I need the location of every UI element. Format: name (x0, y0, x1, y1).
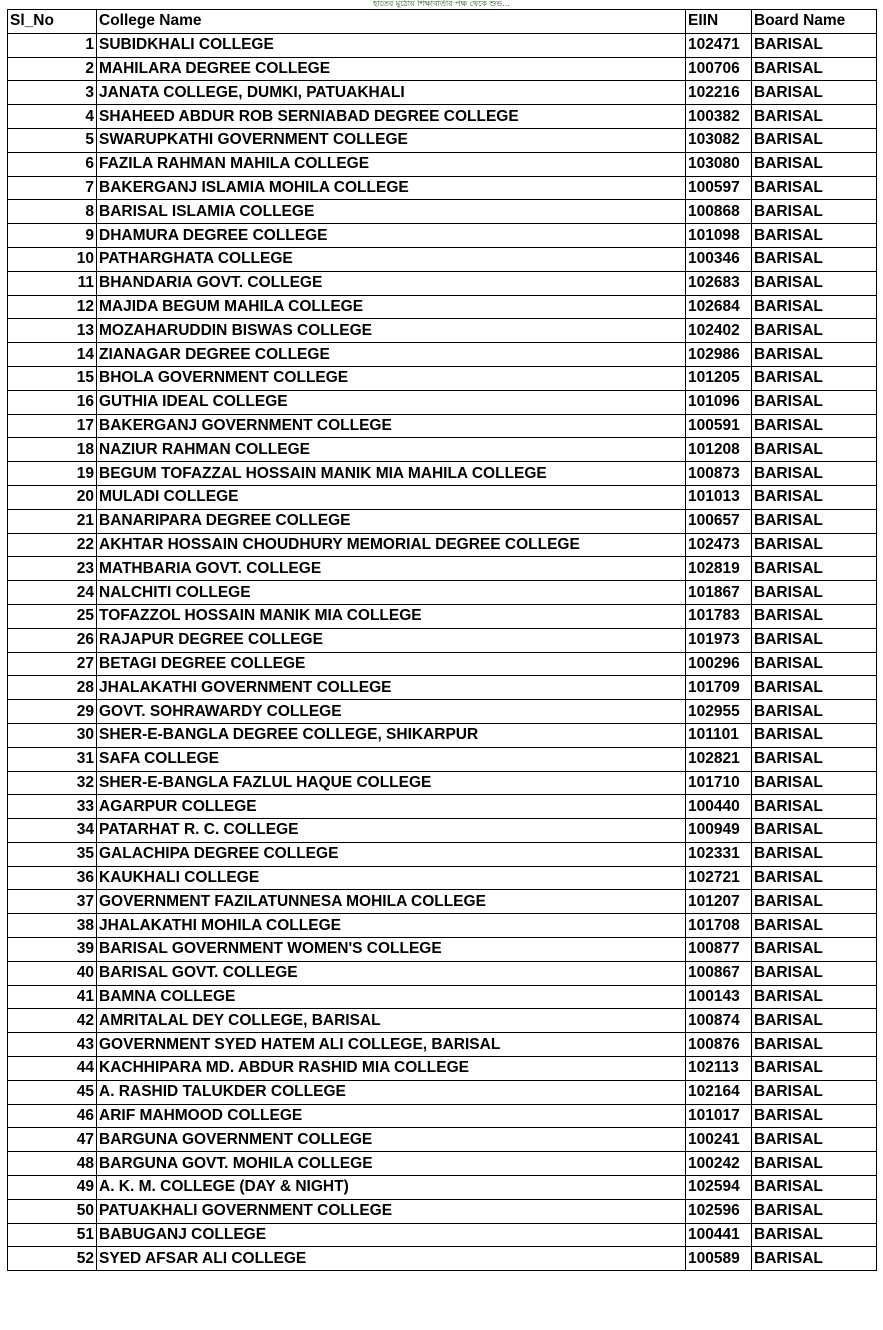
header-sl-no: Sl_No (8, 10, 97, 34)
cell-eiin: 102821 (686, 747, 752, 771)
cell-college-name: MOZAHARUDDIN BISWAS COLLEGE (97, 319, 686, 343)
cell-board-name: BARISAL (752, 1176, 877, 1200)
table-body (8, 33, 877, 1270)
cell-college-name: BAKERGANJ ISLAMIA MOHILA COLLEGE (97, 176, 686, 200)
cell-eiin: 100706 (686, 57, 752, 81)
cell-board-name: BARISAL (752, 771, 877, 795)
cell-sl-no: 37 (8, 890, 97, 914)
cell-eiin: 102596 (686, 1199, 752, 1223)
table-row (8, 1176, 877, 1200)
cell-college-name: BETAGI DEGREE COLLEGE (97, 652, 686, 676)
cell-board-name: BARISAL (752, 652, 877, 676)
cell-sl-no: 16 (8, 390, 97, 414)
table-row (8, 390, 877, 414)
table-row (8, 628, 877, 652)
cell-eiin: 102683 (686, 271, 752, 295)
table-row (8, 1152, 877, 1176)
table-row (8, 581, 877, 605)
cell-sl-no: 14 (8, 343, 97, 367)
cell-board-name: BARISAL (752, 1199, 877, 1223)
cell-eiin: 100873 (686, 462, 752, 486)
cell-college-name: GOVERNMENT SYED HATEM ALI COLLEGE, BARISAL (97, 1033, 686, 1057)
cell-eiin: 100440 (686, 795, 752, 819)
table-row (8, 319, 877, 343)
table-row (8, 819, 877, 843)
cell-eiin: 102684 (686, 295, 752, 319)
cell-eiin: 101207 (686, 890, 752, 914)
cell-college-name: JHALAKATHI MOHILA COLLEGE (97, 914, 686, 938)
cell-eiin: 101783 (686, 604, 752, 628)
cell-eiin: 100591 (686, 414, 752, 438)
cell-college-name: BARISAL ISLAMIA COLLEGE (97, 200, 686, 224)
cell-sl-no: 3 (8, 81, 97, 105)
cell-board-name: BARISAL (752, 414, 877, 438)
cell-board-name: BARISAL (752, 1009, 877, 1033)
cell-college-name: KACHHIPARA MD. ABDUR RASHID MIA COLLEGE (97, 1057, 686, 1081)
cell-sl-no: 1 (8, 33, 97, 57)
cell-sl-no: 46 (8, 1104, 97, 1128)
cell-sl-no: 29 (8, 700, 97, 724)
cell-eiin: 101973 (686, 628, 752, 652)
table-row (8, 771, 877, 795)
cell-college-name: RAJAPUR DEGREE COLLEGE (97, 628, 686, 652)
cell-sl-no: 51 (8, 1223, 97, 1247)
table-row (8, 343, 877, 367)
table-row (8, 604, 877, 628)
cell-college-name: BHANDARIA GOVT. COLLEGE (97, 271, 686, 295)
cell-board-name: BARISAL (752, 343, 877, 367)
cell-board-name: BARISAL (752, 33, 877, 57)
cell-board-name: BARISAL (752, 1057, 877, 1081)
table-row (8, 747, 877, 771)
cell-sl-no: 21 (8, 509, 97, 533)
cell-board-name: BARISAL (752, 271, 877, 295)
cell-eiin: 100241 (686, 1128, 752, 1152)
cell-board-name: BARISAL (752, 533, 877, 557)
cell-sl-no: 34 (8, 819, 97, 843)
cell-eiin: 101101 (686, 723, 752, 747)
cell-sl-no: 45 (8, 1080, 97, 1104)
cell-college-name: NALCHITI COLLEGE (97, 581, 686, 605)
cell-board-name: BARISAL (752, 842, 877, 866)
cell-college-name: SHER-E-BANGLA FAZLUL HAQUE COLLEGE (97, 771, 686, 795)
cell-college-name: ARIF MAHMOOD COLLEGE (97, 1104, 686, 1128)
cell-college-name: SYED AFSAR ALI COLLEGE (97, 1247, 686, 1271)
cell-eiin: 102986 (686, 343, 752, 367)
header-row (8, 10, 877, 34)
cell-eiin: 101208 (686, 438, 752, 462)
cell-sl-no: 28 (8, 676, 97, 700)
table-row (8, 1009, 877, 1033)
cell-college-name: MAHILARA DEGREE COLLEGE (97, 57, 686, 81)
cell-eiin: 101710 (686, 771, 752, 795)
cell-sl-no: 22 (8, 533, 97, 557)
cell-college-name: BARISAL GOVERNMENT WOMEN'S COLLEGE (97, 938, 686, 962)
cell-board-name: BARISAL (752, 81, 877, 105)
table-row (8, 842, 877, 866)
cell-board-name: BARISAL (752, 200, 877, 224)
table-row (8, 1199, 877, 1223)
cell-college-name: KAUKHALI COLLEGE (97, 866, 686, 890)
cell-college-name: AMRITALAL DEY COLLEGE, BARISAL (97, 1009, 686, 1033)
cell-sl-no: 43 (8, 1033, 97, 1057)
cell-sl-no: 49 (8, 1176, 97, 1200)
table-row (8, 1128, 877, 1152)
cell-college-name: BEGUM TOFAZZAL HOSSAIN MANIK MIA MAHILA COLLEGE (97, 462, 686, 486)
cell-eiin: 101013 (686, 485, 752, 509)
cell-board-name: BARISAL (752, 676, 877, 700)
table-row (8, 866, 877, 890)
table-row (8, 224, 877, 248)
cell-college-name: AGARPUR COLLEGE (97, 795, 686, 819)
cell-college-name: BAMNA COLLEGE (97, 985, 686, 1009)
cell-eiin: 100296 (686, 652, 752, 676)
cell-sl-no: 35 (8, 842, 97, 866)
cell-college-name: SHAHEED ABDUR ROB SERNIABAD DEGREE COLLEGE (97, 105, 686, 129)
cell-sl-no: 36 (8, 866, 97, 890)
cell-sl-no: 39 (8, 938, 97, 962)
cell-college-name: BARGUNA GOVERNMENT COLLEGE (97, 1128, 686, 1152)
cell-board-name: BARISAL (752, 509, 877, 533)
cell-eiin: 101098 (686, 224, 752, 248)
cell-board-name: BARISAL (752, 57, 877, 81)
table-row (8, 414, 877, 438)
cell-sl-no: 7 (8, 176, 97, 200)
table-row (8, 890, 877, 914)
cell-college-name: GUTHIA IDEAL COLLEGE (97, 390, 686, 414)
cell-college-name: BAKERGANJ GOVERNMENT COLLEGE (97, 414, 686, 438)
cell-eiin: 100441 (686, 1223, 752, 1247)
cell-eiin: 101096 (686, 390, 752, 414)
table-row (8, 247, 877, 271)
cell-sl-no: 20 (8, 485, 97, 509)
cell-college-name: PATUAKHALI GOVERNMENT COLLEGE (97, 1199, 686, 1223)
cell-college-name: GOVT. SOHRAWARDY COLLEGE (97, 700, 686, 724)
cell-sl-no: 42 (8, 1009, 97, 1033)
cell-eiin: 102473 (686, 533, 752, 557)
cell-sl-no: 27 (8, 652, 97, 676)
table-row (8, 676, 877, 700)
cell-board-name: BARISAL (752, 890, 877, 914)
cell-sl-no: 25 (8, 604, 97, 628)
cell-college-name: TOFAZZOL HOSSAIN MANIK MIA COLLEGE (97, 604, 686, 628)
cell-sl-no: 32 (8, 771, 97, 795)
cell-sl-no: 17 (8, 414, 97, 438)
cell-board-name: BARISAL (752, 866, 877, 890)
cell-sl-no: 47 (8, 1128, 97, 1152)
cell-eiin: 100868 (686, 200, 752, 224)
cell-board-name: BARISAL (752, 1104, 877, 1128)
table-row (8, 652, 877, 676)
cell-college-name: FAZILA RAHMAN MAHILA COLLEGE (97, 152, 686, 176)
cell-eiin: 102331 (686, 842, 752, 866)
cell-sl-no: 50 (8, 1199, 97, 1223)
table-row (8, 1223, 877, 1247)
cell-sl-no: 11 (8, 271, 97, 295)
cell-college-name: MATHBARIA GOVT. COLLEGE (97, 557, 686, 581)
cell-college-name: ZIANAGAR DEGREE COLLEGE (97, 343, 686, 367)
cell-sl-no: 12 (8, 295, 97, 319)
table-row (8, 533, 877, 557)
table-row (8, 723, 877, 747)
cell-board-name: BARISAL (752, 961, 877, 985)
cell-board-name: BARISAL (752, 366, 877, 390)
cell-board-name: BARISAL (752, 128, 877, 152)
cell-college-name: SUBIDKHALI COLLEGE (97, 33, 686, 57)
cell-board-name: BARISAL (752, 295, 877, 319)
cell-board-name: BARISAL (752, 723, 877, 747)
cell-college-name: JHALAKATHI GOVERNMENT COLLEGE (97, 676, 686, 700)
cell-board-name: BARISAL (752, 247, 877, 271)
cell-eiin: 102594 (686, 1176, 752, 1200)
cell-board-name: BARISAL (752, 1223, 877, 1247)
cell-eiin: 102164 (686, 1080, 752, 1104)
cell-sl-no: 24 (8, 581, 97, 605)
cell-college-name: JANATA COLLEGE, DUMKI, PATUAKHALI (97, 81, 686, 105)
cell-sl-no: 6 (8, 152, 97, 176)
table-row (8, 57, 877, 81)
cell-eiin: 100242 (686, 1152, 752, 1176)
cell-sl-no: 5 (8, 128, 97, 152)
cell-eiin: 100867 (686, 961, 752, 985)
cell-eiin: 100657 (686, 509, 752, 533)
cell-board-name: BARISAL (752, 914, 877, 938)
cell-sl-no: 33 (8, 795, 97, 819)
cell-board-name: BARISAL (752, 105, 877, 129)
cell-board-name: BARISAL (752, 985, 877, 1009)
cell-sl-no: 13 (8, 319, 97, 343)
cell-eiin: 102819 (686, 557, 752, 581)
cell-college-name: AKHTAR HOSSAIN CHOUDHURY MEMORIAL DEGREE COLLEGE (97, 533, 686, 557)
cell-board-name: BARISAL (752, 1247, 877, 1271)
cell-board-name: BARISAL (752, 390, 877, 414)
cell-board-name: BARISAL (752, 700, 877, 724)
cell-college-name: BABUGANJ COLLEGE (97, 1223, 686, 1247)
table-row (8, 700, 877, 724)
table-row (8, 128, 877, 152)
cell-sl-no: 9 (8, 224, 97, 248)
cell-board-name: BARISAL (752, 1033, 877, 1057)
cell-eiin: 101867 (686, 581, 752, 605)
table-row (8, 152, 877, 176)
cell-sl-no: 41 (8, 985, 97, 1009)
cell-sl-no: 19 (8, 462, 97, 486)
cell-sl-no: 10 (8, 247, 97, 271)
cell-college-name: BARISAL GOVT. COLLEGE (97, 961, 686, 985)
cell-college-name: A. RASHID TALUKDER COLLEGE (97, 1080, 686, 1104)
table-row (8, 438, 877, 462)
cell-eiin: 101017 (686, 1104, 752, 1128)
cell-board-name: BARISAL (752, 1080, 877, 1104)
cell-sl-no: 15 (8, 366, 97, 390)
table-row (8, 105, 877, 129)
cell-college-name: A. K. M. COLLEGE (DAY & NIGHT) (97, 1176, 686, 1200)
college-table (7, 9, 877, 1271)
cell-eiin: 100589 (686, 1247, 752, 1271)
table-row (8, 462, 877, 486)
cell-eiin: 103082 (686, 128, 752, 152)
cell-college-name: MAJIDA BEGUM MAHILA COLLEGE (97, 295, 686, 319)
cell-sl-no: 30 (8, 723, 97, 747)
cell-board-name: BARISAL (752, 319, 877, 343)
table-row (8, 795, 877, 819)
table-row (8, 176, 877, 200)
table-row (8, 985, 877, 1009)
table-row (8, 81, 877, 105)
cell-college-name: GALACHIPA DEGREE COLLEGE (97, 842, 686, 866)
table-row (8, 295, 877, 319)
table-row (8, 1104, 877, 1128)
cell-eiin: 101205 (686, 366, 752, 390)
cell-board-name: BARISAL (752, 1128, 877, 1152)
cell-board-name: BARISAL (752, 176, 877, 200)
cell-eiin: 102402 (686, 319, 752, 343)
table-row (8, 557, 877, 581)
cell-sl-no: 18 (8, 438, 97, 462)
cell-college-name: SAFA COLLEGE (97, 747, 686, 771)
table-row (8, 1080, 877, 1104)
cell-sl-no: 38 (8, 914, 97, 938)
cell-eiin: 100143 (686, 985, 752, 1009)
cell-board-name: BARISAL (752, 438, 877, 462)
table-row (8, 914, 877, 938)
cell-eiin: 100382 (686, 105, 752, 129)
table-row (8, 33, 877, 57)
table-row (8, 961, 877, 985)
cell-eiin: 102721 (686, 866, 752, 890)
watermark-banner: হাতের মুঠোয় শিক্ষাবার্তার পক্ষ থেকে শুভ... (373, 0, 510, 8)
cell-sl-no: 44 (8, 1057, 97, 1081)
cell-sl-no: 8 (8, 200, 97, 224)
cell-board-name: BARISAL (752, 557, 877, 581)
cell-board-name: BARISAL (752, 628, 877, 652)
cell-board-name: BARISAL (752, 747, 877, 771)
table-row (8, 485, 877, 509)
cell-sl-no: 52 (8, 1247, 97, 1271)
table-row (8, 1057, 877, 1081)
cell-eiin: 100877 (686, 938, 752, 962)
cell-board-name: BARISAL (752, 938, 877, 962)
cell-college-name: DHAMURA DEGREE COLLEGE (97, 224, 686, 248)
table-row (8, 1247, 877, 1271)
cell-eiin: 101708 (686, 914, 752, 938)
cell-board-name: BARISAL (752, 604, 877, 628)
cell-college-name: SHER-E-BANGLA DEGREE COLLEGE, SHIKARPUR (97, 723, 686, 747)
table-row (8, 509, 877, 533)
table-row (8, 200, 877, 224)
cell-college-name: GOVERNMENT FAZILATUNNESA MOHILA COLLEGE (97, 890, 686, 914)
cell-board-name: BARISAL (752, 795, 877, 819)
cell-eiin: 102216 (686, 81, 752, 105)
cell-college-name: PATHARGHATA COLLEGE (97, 247, 686, 271)
cell-board-name: BARISAL (752, 224, 877, 248)
cell-sl-no: 26 (8, 628, 97, 652)
cell-eiin: 102955 (686, 700, 752, 724)
cell-board-name: BARISAL (752, 819, 877, 843)
cell-sl-no: 23 (8, 557, 97, 581)
cell-sl-no: 4 (8, 105, 97, 129)
cell-eiin: 101709 (686, 676, 752, 700)
cell-eiin: 100874 (686, 1009, 752, 1033)
cell-college-name: BARGUNA GOVT. MOHILA COLLEGE (97, 1152, 686, 1176)
cell-sl-no: 2 (8, 57, 97, 81)
table-row (8, 271, 877, 295)
cell-sl-no: 48 (8, 1152, 97, 1176)
cell-board-name: BARISAL (752, 462, 877, 486)
cell-board-name: BARISAL (752, 581, 877, 605)
cell-college-name: SWARUPKATHI GOVERNMENT COLLEGE (97, 128, 686, 152)
cell-eiin: 102113 (686, 1057, 752, 1081)
cell-college-name: NAZIUR RAHMAN COLLEGE (97, 438, 686, 462)
cell-board-name: BARISAL (752, 152, 877, 176)
header-board-name: Board Name (752, 10, 877, 34)
cell-sl-no: 31 (8, 747, 97, 771)
cell-sl-no: 40 (8, 961, 97, 985)
header-college-name: College Name (97, 10, 686, 34)
cell-eiin: 102471 (686, 33, 752, 57)
cell-eiin: 100597 (686, 176, 752, 200)
cell-college-name: PATARHAT R. C. COLLEGE (97, 819, 686, 843)
header-eiin: EIIN (686, 10, 752, 34)
cell-board-name: BARISAL (752, 1152, 877, 1176)
table-row (8, 366, 877, 390)
table-row (8, 1033, 877, 1057)
cell-board-name: BARISAL (752, 485, 877, 509)
cell-college-name: BANARIPARA DEGREE COLLEGE (97, 509, 686, 533)
cell-eiin: 100876 (686, 1033, 752, 1057)
cell-eiin: 100346 (686, 247, 752, 271)
cell-college-name: MULADI COLLEGE (97, 485, 686, 509)
cell-eiin: 100949 (686, 819, 752, 843)
cell-eiin: 103080 (686, 152, 752, 176)
cell-college-name: BHOLA GOVERNMENT COLLEGE (97, 366, 686, 390)
table-row (8, 938, 877, 962)
